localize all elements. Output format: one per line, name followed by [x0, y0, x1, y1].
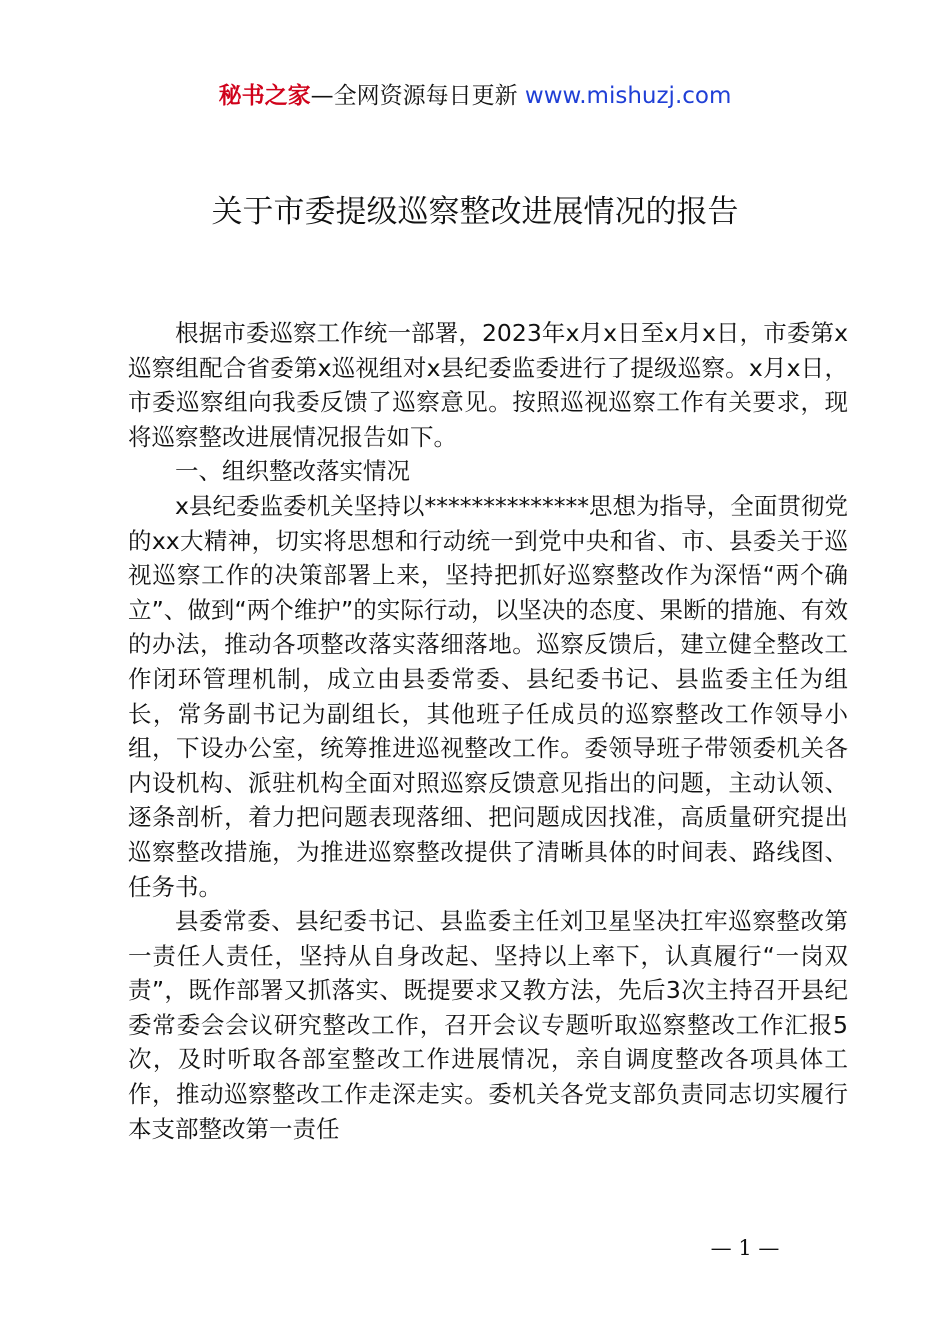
- document-body: [128, 316, 848, 1146]
- site-brand: 秘书之家: [218, 83, 311, 109]
- paragraph-leadership: 县委常委、县纪委书记、县监委主任刘卫星坚决扛牢巡察整改第一责任人责任，坚持从自身改起、坚持以上率下，认真履行“一岗双责”，既作部署又抓落实、既提要求又教方法，先后3次主持召开县纪委常委会会议研究整改工作，召开会议专题听取巡察整改工作汇报5次，及时听取各部室整改工作进展情况，亲自调度整改各项具体工作，推动巡察整改工作走深走实。委机关各党支部负责同志切实履行本支部整改第一责任: [128, 907, 848, 1143]
- site-header: [0, 80, 950, 112]
- paragraph-intro: 根据市委巡察工作统一部署，2023年x月x日至x月x日，市委第x巡察组配合省委第x巡视组对x县纪委监委进行了提级巡察。x月x日，市委巡察组向我委反馈了巡察意见。按照巡视巡察工作有关要求，现将巡察整改进展情况报告如下。: [128, 319, 848, 451]
- paragraph-organization: x县纪委监委机关坚持以**************思想为指导，全面贯彻党的xx大精神，切实将思想和行动统一到党中央和省、市、县委关于巡视巡察工作的决策部署上来，坚持把抓好巡察整改作为深悟“两个确立”、做到“两个维护”的实际行动，以坚决的态度、果断的措施、有效的办法，推动各项整改落实落细落地。巡察反馈后，建立健全整改工作闭环管理机制，成立由县委常委、县纪委书记、县监委主任为组长，常务副书记为副组长，其他班子任成员的巡察整改工作领导小组，下设办公室，统筹推进巡视整改工作。委领导班子带领委机关各内设机构、派驻机构全面对照巡察反馈意见指出的问题，主动认领、逐条剖析，着力把问题表现落细、把问题成因找准，高质量研究提出巡察整改措施，为推进巡察整改提供了清晰具体的时间表、路线图、任务书。: [128, 491, 848, 901]
- section-heading: 一、组织整改落实情况: [175, 457, 410, 486]
- document-title: 关于市委提级巡察整改进展情况的报告: [211, 194, 739, 230]
- page-number: — 1 —: [710, 1236, 780, 1260]
- site-url-link[interactable]: www.mishuzj.com: [524, 83, 732, 109]
- site-tagline: —全网资源每日更新: [310, 83, 525, 109]
